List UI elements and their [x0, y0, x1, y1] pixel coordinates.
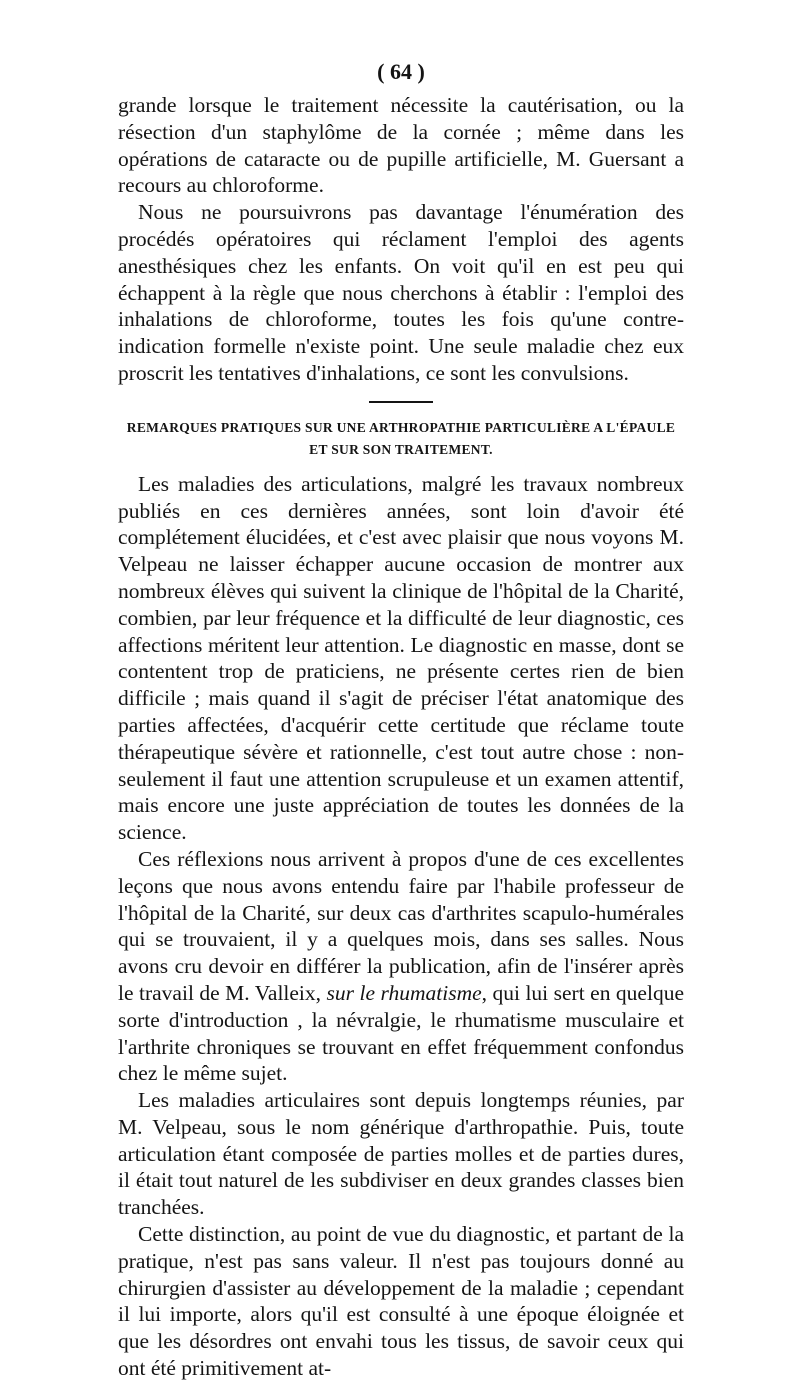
- section-paragraph-4: Cette distinction, au point de vue du diagnostic, et partant de la pratique, n'est pas sans valeur. Il n'est pas toujours donné au chirurgien d'assister au développement de la maladie ; cependant il lui importe, alors qu'il est consulté à une époque éloignée et que les désordres ont envahi tous les tissus, de savoir ceux qui ont été primitivement at-: [118, 1222, 684, 1381]
- intro-paragraph-2: Nous ne poursuivrons pas davantage l'énumération des procédés opératoires qui réclament l'emploi des agents anesthésiques chez les enfants. On voit qu'il en est peu qui échappent à la règle que nous cherchons à établir : l'emploi des inhalations de chloroforme, toutes les fois qu'une contre-indication formelle n'existe point. Une seule maladie chez eux proscrit les tentatives d'inhalations, ce sont les convulsions.: [118, 200, 684, 385]
- section-paragraph-2: [118, 846, 684, 1087]
- section-paragraph-3: Les maladies articulaires sont depuis longtemps réunies, par M. Velpeau, sous le nom générique d'arthropathie. Puis, toute articulation étant composée de parties molles et de parties dures, il était tout naturel de les subdiviser en deux grandes classes bien tranchées.: [118, 1088, 684, 1220]
- section-paragraph-1: Les maladies des articulations, malgré les travaux nombreux publiés en ces dernières années, sont loin d'avoir été complétement élucidées, et c'est avec plaisir que nous voyons M. Velpeau ne laisser échapper aucune occasion de montrer aux nombreux élèves qui suivent la clinique de l'hôpital de la Charité, combien, par leur fréquence et la difficulté de leur diagnostic, ces affections méritent leur attention. Le diagnostic en masse, dont se contentent trop de praticiens, ne présente certes rien de bien difficile ; mais quand il s'agit de préciser l'état anatomique des parties affectées, d'acquérir cette certitude que réclame toute thérapeutique sévère et rationnelle, c'est tout autre chose : non-seulement il faut une attention scrupuleuse et un examen attentif, mais encore une juste appréciation de toutes les données de la science.: [118, 471, 684, 845]
- section-heading-line-2: ET SUR SON TRAITEMENT.: [309, 441, 493, 457]
- section-heading-line-1: REMARQUES PRATIQUES SUR UNE ARTHROPATHIE PARTICULIÈRE A L'ÉPAULE: [126, 419, 676, 435]
- section-paragraph-2-italic: sur le rhumatisme: [326, 980, 482, 1005]
- section-divider: [369, 401, 433, 403]
- intro-paragraph-1: grande lorsque le traitement nécessite la cautérisation, ou la résection d'un staphylôme de la cornée ; même dans les opérations de cataracte ou de pupille artificielle, M. Guersant a recours au chloroforme.: [118, 93, 684, 198]
- section-heading: [118, 417, 684, 461]
- section-paragraph-2-text-a: Ces réflexions nous arrivent à propos d'une de ces excellentes leçons que nous avons entendu faire par l'habile professeur de l'hôpital de la Charité, sur deux cas d'arthrites scapulo-humérales qui se trouvaient, il y a quelques mois, dans ses salles. Nous avons cru devoir en différer la publication, afin de l'insérer après le travail de M. Valleix,: [118, 846, 684, 1005]
- page-number: ( 64 ): [377, 59, 425, 84]
- section-paragraph-2-text-b: , qui lui sert en quelque sorte d'introduction , la névralgie, le rhumatisme musculaire et l'arthrite chroniques se trouvant en effet fréquemment confondus chez le même sujet.: [118, 980, 684, 1086]
- document-page: [118, 52, 684, 1382]
